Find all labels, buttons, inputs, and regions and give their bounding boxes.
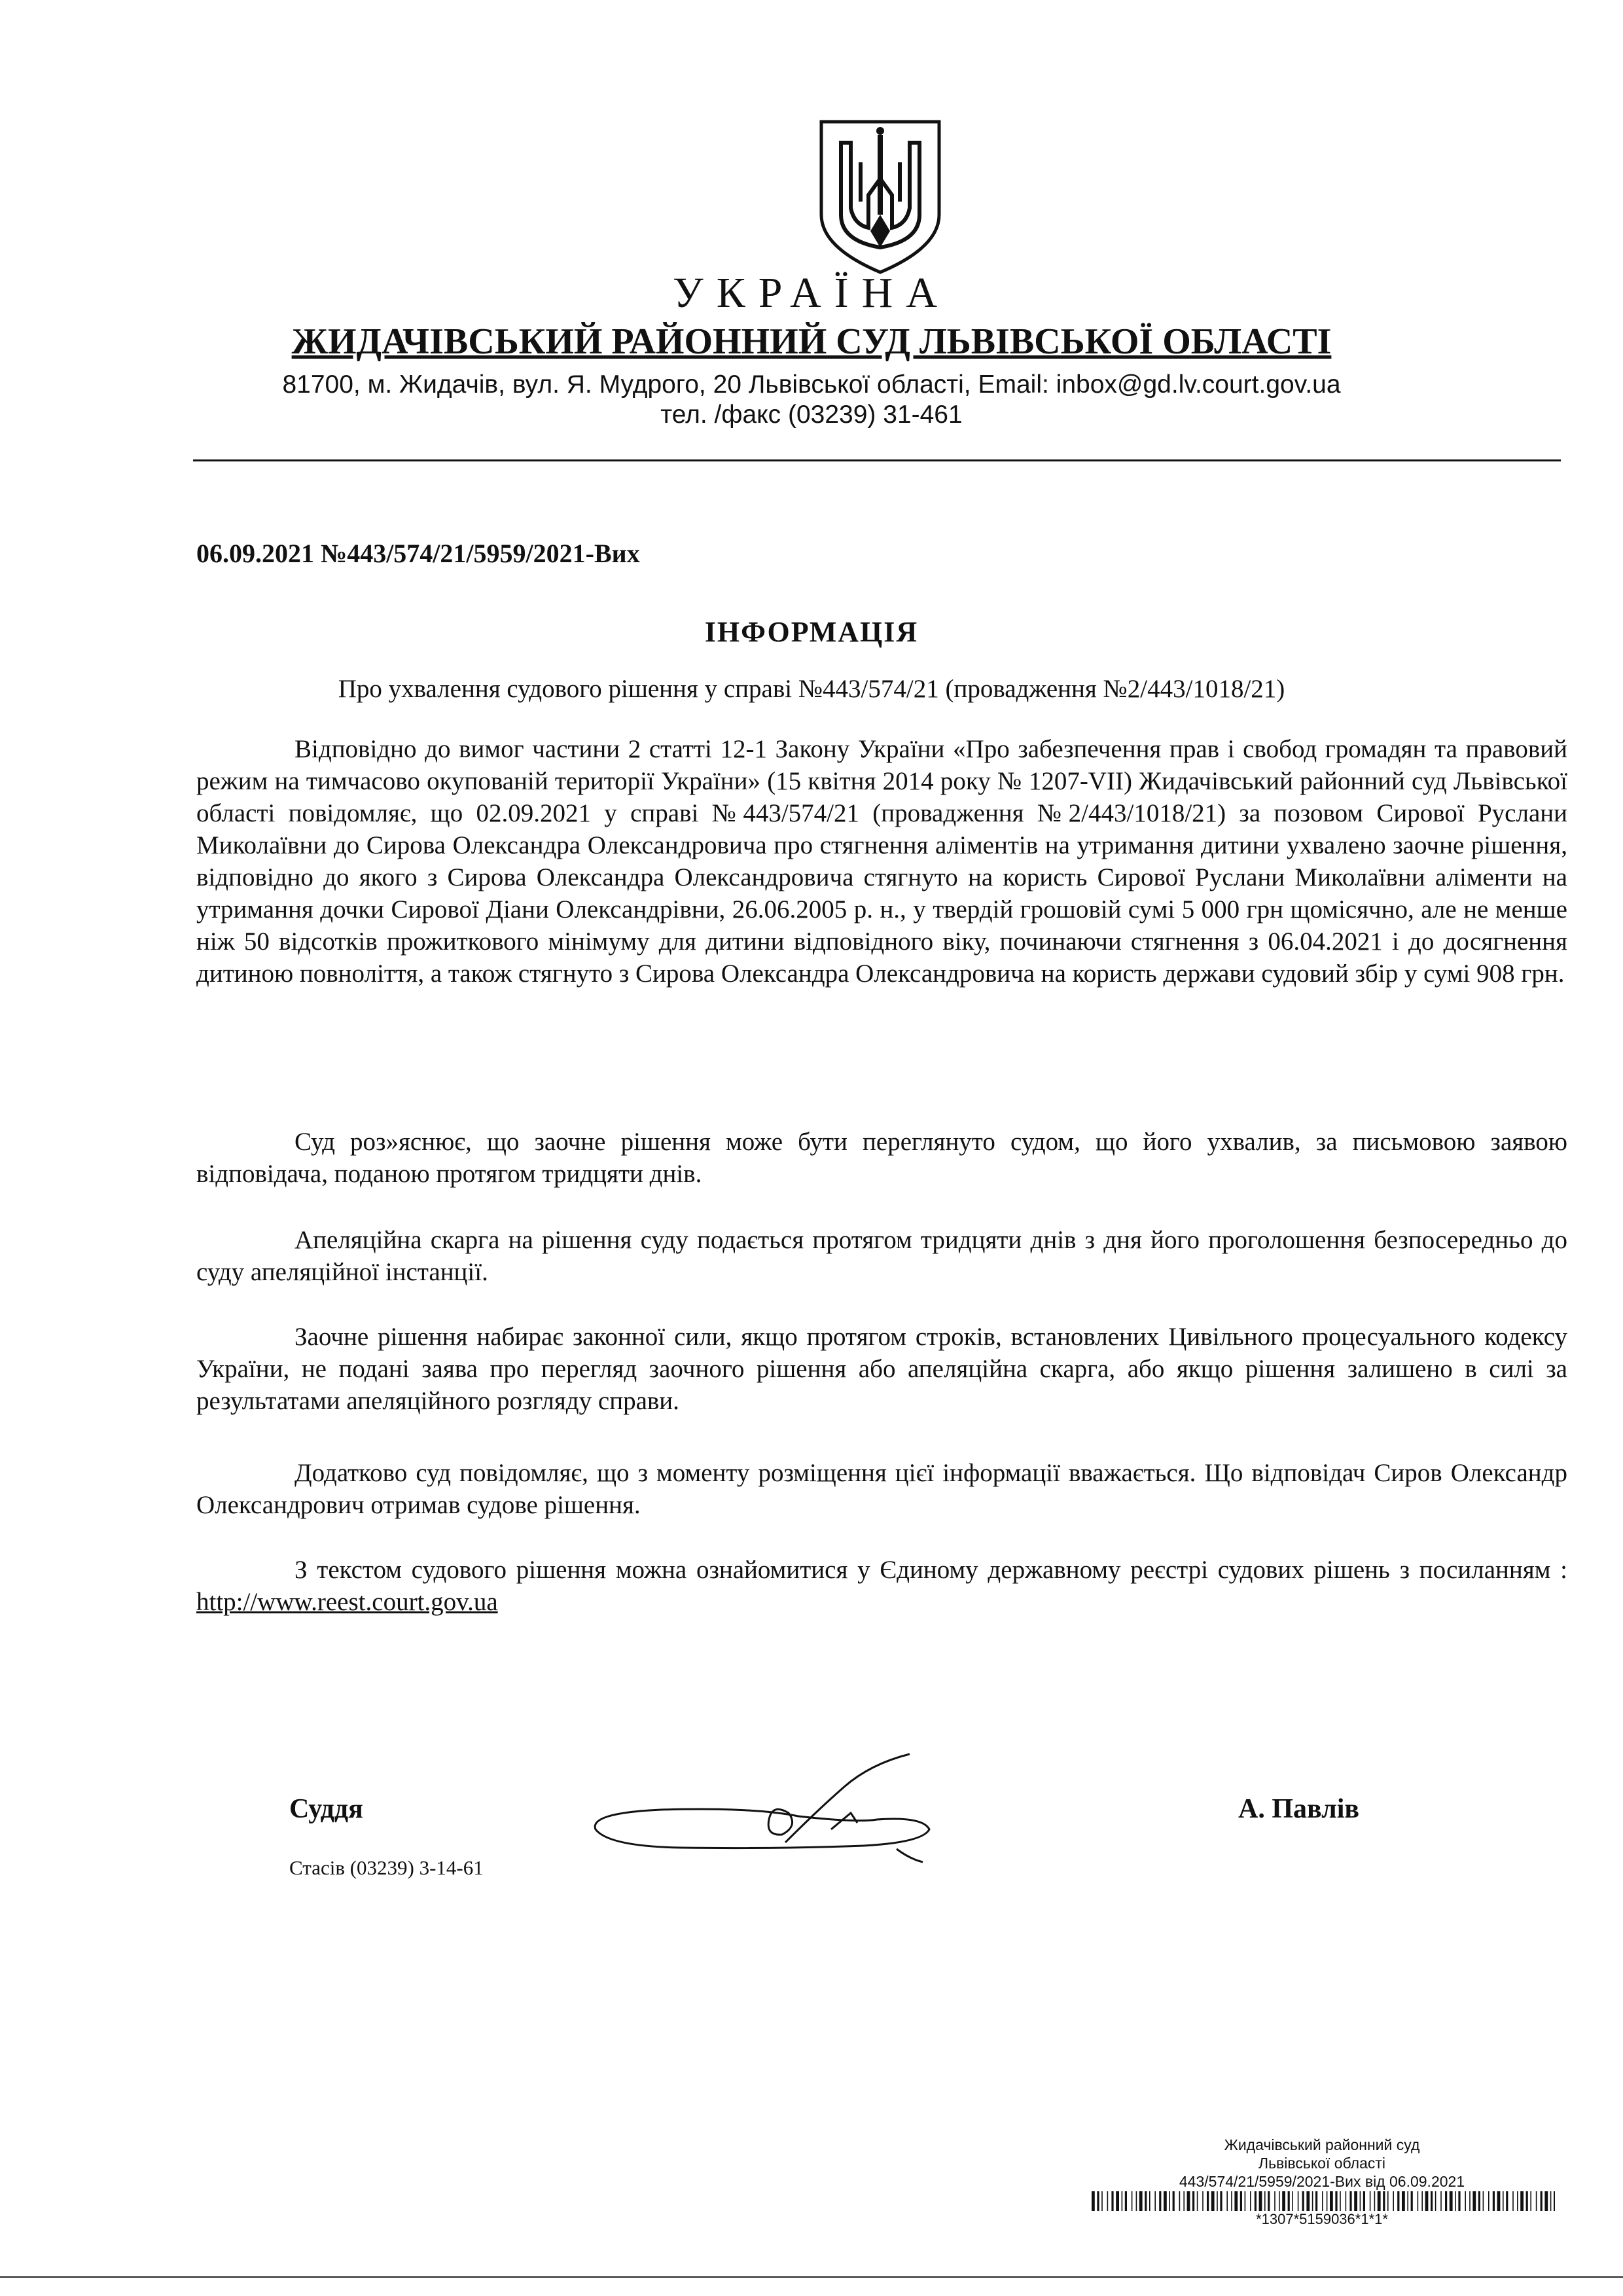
header-divider (193, 459, 1561, 461)
court-phone: тел. /факс (03239) 31-461 (660, 401, 963, 429)
document-date-number: 06.09.2021 №443/574/21/5959/2021-Вих (196, 539, 640, 568)
barcode-number: *1307*5159036*1*1* (1256, 2211, 1388, 2227)
judge-name: А. Павлів (1238, 1794, 1360, 1824)
paragraph-2: Суд роз»яснює, що заочне рішення може бути переглянуто судом, що його ухвалив, за письмовою заявою відповідача, поданою протягом тридцяти днів. (196, 1128, 1567, 1188)
coat-of-arms-icon (815, 117, 946, 277)
stamp-line-3: 443/574/21/5959/2021-Вих від 06.09.2021 (1179, 2173, 1465, 2190)
signature-image (582, 1751, 949, 1869)
stamp-line-1: Жидачівський районний суд (1224, 2136, 1420, 2153)
country-heading: УКРАЇНА (673, 269, 950, 317)
paragraph-6 (196, 1554, 1567, 1618)
court-name: ЖИДАЧІВСЬКИЙ РАЙОННИЙ СУД ЛЬВІВСЬКОЇ ОБЛАСТІ (291, 321, 1332, 362)
registration-stamp (1086, 2136, 1558, 2191)
paragraph-3: Апеляційна скарга на рішення суду подається протягом тридцяти днів з дня його проголошення безпосередньо до суду апеляційної інстанції. (196, 1226, 1567, 1286)
document-title: ІНФОРМАЦІЯ (704, 616, 919, 648)
paragraph-1: Відповідно до вимог частини 2 статті 12-1 Закону України «Про забезпечення прав і свобод громадян та правовий режим на тимчасово окупованій території України» (15 квітня 2014 року № 1207-VII) Жидачівський районний суд Львівської області повідомляє, що 02.09.2021 у справі №443/574/21 (провадження №2/443/1018/21) за позовом Сирової Руслани Миколаївни до Сирова Олександра Олександровича про стягнення аліментів на утримання дитини ухвалено заочне рішення, відповідно до якого з Сирова Олександра Олександровича стягнуто на користь Сирової Руслани Миколаївни аліменти на утримання дочки Сирової Діани Олександрівни, 26.06.2005 р. н., у твердій грошовій сумі 5 000 грн щомісячно, але не менше ніж 50 відсотків прожиткового мінімуму для дитини відповідного віку, починаючи стягнення з 06.04.2021 і до досягнення дитиною повноліття, а також стягнуто з Сирова Олександра Олександровича на користь держави судовий збір у сумі 908 грн. (196, 735, 1567, 988)
barcode-icon (1092, 2191, 1555, 2211)
paragraph-6-text: З текстом судового рішення можна ознайомитися у Єдиному державному реєстрі судових рішень з посиланням : (294, 1556, 1567, 1584)
document-subject: Про ухвалення судового рішення у справі №443/574/21 (провадження №2/443/1018/21) (338, 675, 1285, 703)
court-address: 81700, м. Жидачів, вул. Я. Мудрого, 20 Львівської області, Email: inbox@gd.lv.court.gov.ua (282, 370, 1341, 399)
paragraph-5: Додатково суд повідомляє, що з моменту розміщення цієї інформації вважається. Що відповідач Сиров Олександр Олександрович отримав судове рішення. (196, 1459, 1567, 1519)
clerk-contact: Стасів (03239) 3-14-61 (289, 1856, 484, 1879)
paragraph-4: Заочне рішення набирає законної сили, якщо протягом строків, встановлених Цивільного процесуального кодексу України, не подані заява про перегляд заочного рішення або апеляційна скарга, або якщо рішення залишено в силі за результатами апеляційного розгляду справи. (196, 1323, 1567, 1415)
registry-link[interactable]: http://www.reest.court.gov.ua (196, 1588, 498, 1616)
page-bottom-edge (0, 2276, 1623, 2278)
judge-label: Суддя (289, 1794, 363, 1824)
stamp-line-2: Львівської області (1258, 2155, 1386, 2172)
